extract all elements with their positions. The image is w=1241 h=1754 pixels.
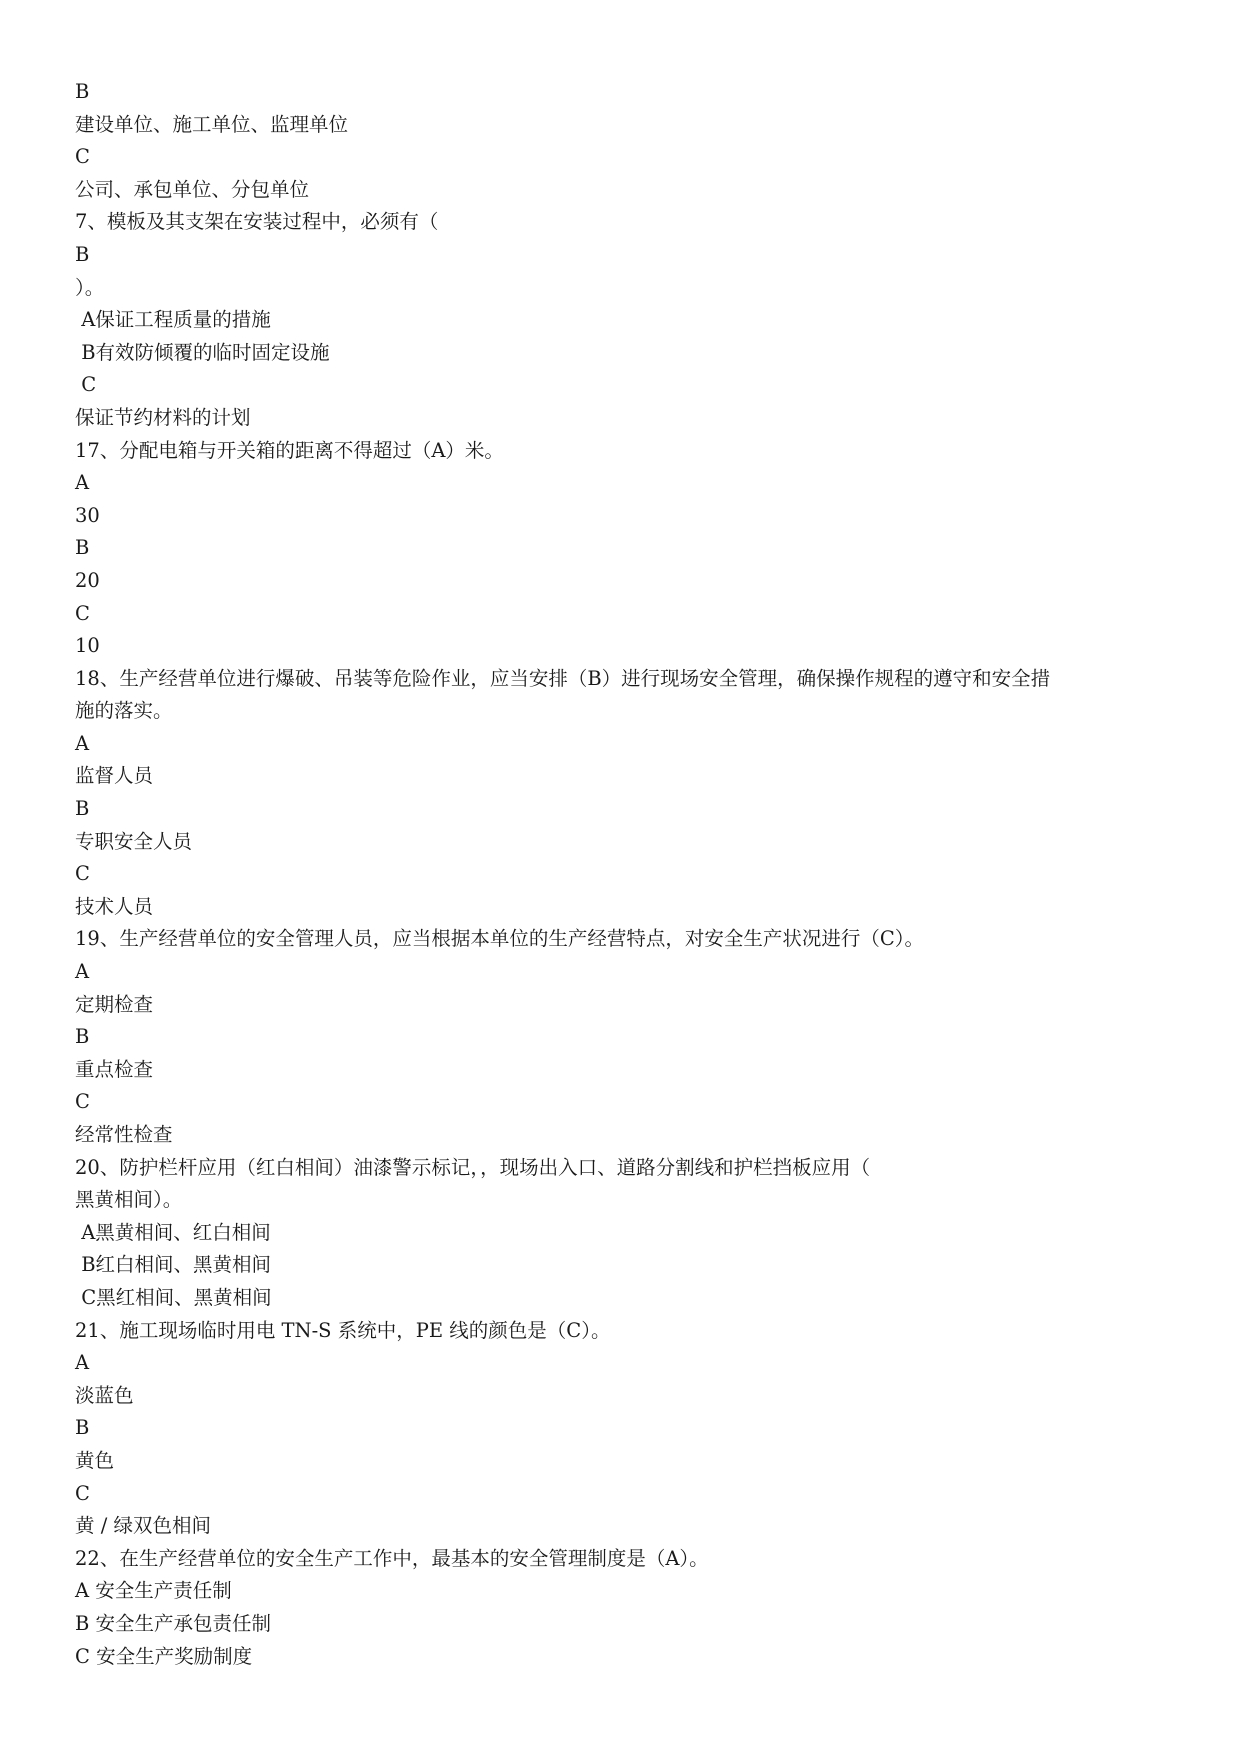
option-b: B红白相间、黑黄相间	[75, 1253, 272, 1277]
option-c: C	[75, 373, 97, 397]
option-text: 重点检查	[75, 1057, 154, 1081]
option-label: A	[75, 731, 90, 755]
question-18-continued: 施的落实。	[75, 699, 173, 723]
question-20: 20、防护栏杆应用（红白相间）油漆警示标记，，现场出入口、道路分割线和护栏挡板应用（	[75, 1155, 871, 1179]
option-label: C	[75, 862, 90, 886]
option-label: A	[75, 471, 90, 495]
question-7: 7、模板及其支架在安装过程中，必须有（	[75, 210, 439, 234]
text-line: 公司、承包单位、分包单位	[75, 177, 310, 201]
option-label: B	[75, 536, 90, 560]
option-label: C	[75, 601, 90, 625]
question-18: 18、生产经营单位进行爆破、吊装等危险作业，应当安排（B）进行现场安全管理，确保操作规程的遵守和安全措	[75, 666, 1051, 690]
option-c: C 安全生产奖励制度	[75, 1644, 253, 1668]
option-c: C黑红相间、黑黄相间	[75, 1285, 272, 1309]
option-label: C	[75, 1090, 90, 1114]
option-text: 黄色	[75, 1448, 115, 1472]
option-text: 黄 / 绿双色相间	[75, 1514, 211, 1538]
option-text: 专职安全人员	[75, 829, 193, 853]
option-label: B	[75, 1025, 90, 1049]
option-a: A保证工程质量的措施	[75, 308, 271, 332]
text-line: B	[75, 80, 90, 103]
option-a: A 安全生产责任制	[75, 1579, 232, 1603]
option-text: 定期检查	[75, 992, 154, 1016]
text-line: 保证节约材料的计划	[75, 405, 251, 429]
option-a: A黑黄相间、红白相间	[75, 1220, 271, 1244]
option-label: A	[75, 1351, 90, 1375]
question-21: 21、施工现场临时用电 TN-S 系统中，PE 线的颜色是（C）。	[75, 1318, 611, 1342]
option-text: 10	[75, 634, 100, 658]
option-b: B有效防倾覆的临时固定设施	[75, 340, 330, 364]
question-17: 17、分配电箱与开关箱的距离不得超过（A）米。	[75, 438, 504, 462]
option-b: B 安全生产承包责任制	[75, 1611, 272, 1635]
option-text: 30	[75, 503, 100, 527]
option-label: C	[75, 1481, 90, 1505]
text-line: 建设单位、施工单位、监理单位	[75, 112, 349, 136]
option-text: 20	[75, 568, 100, 592]
option-text: 技术人员	[75, 894, 154, 918]
option-text: 经常性检查	[75, 1123, 173, 1146]
text-line: C	[75, 145, 90, 169]
answer-letter: B	[75, 242, 90, 266]
option-label: B	[75, 797, 90, 821]
text-line: ）。	[75, 275, 105, 299]
option-text: 监督人员	[75, 764, 154, 788]
option-label: A	[75, 960, 90, 984]
question-20-continued: 黑黄相间）。	[75, 1188, 183, 1212]
option-label: B	[75, 1416, 90, 1440]
document-page	[75, 76, 1175, 1673]
question-19: 19、生产经营单位的安全管理人员，应当根据本单位的生产经营特点，对安全生产状况进行（C）。	[75, 927, 924, 951]
question-22: 22、在生产经营单位的安全生产工作中，最基本的安全管理制度是（A）。	[75, 1546, 709, 1570]
option-text: 淡蓝色	[75, 1383, 134, 1407]
